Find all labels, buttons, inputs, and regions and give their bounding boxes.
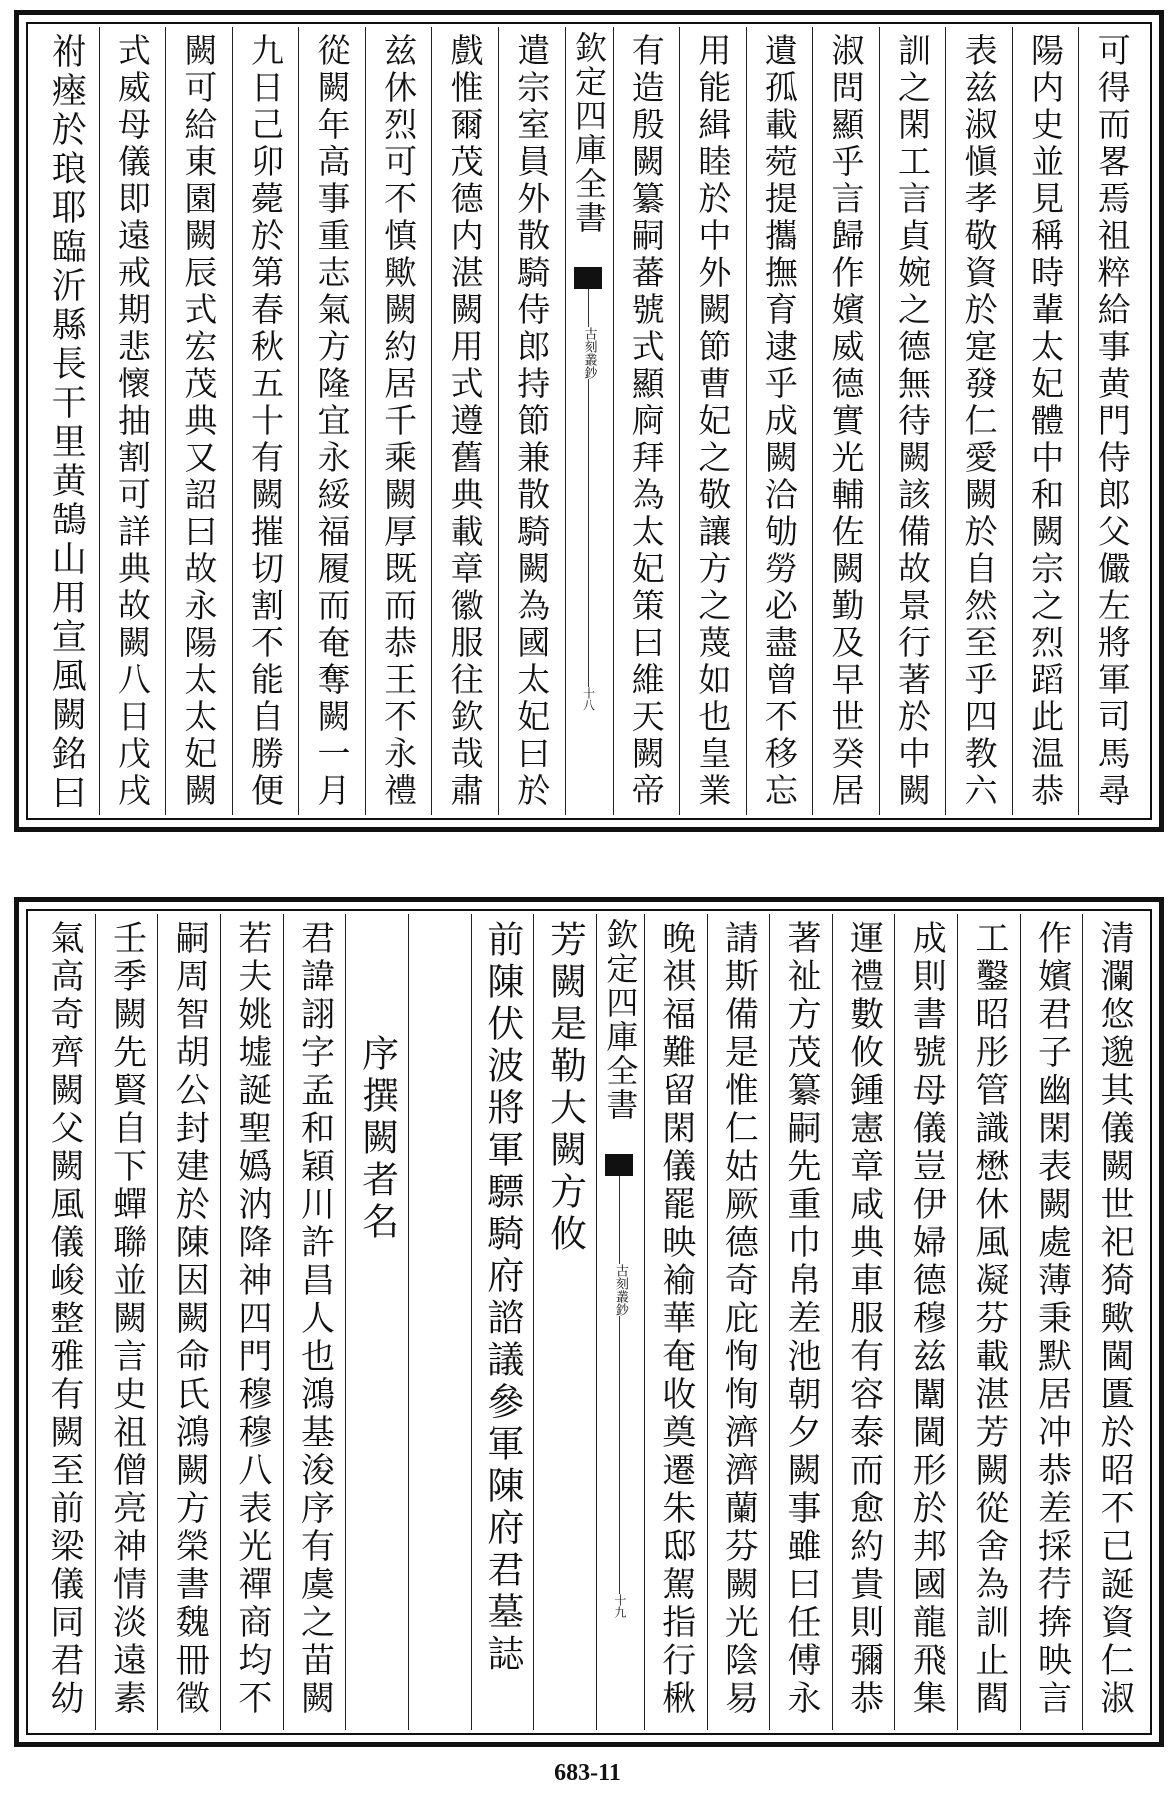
- text-column: 序撰闕者名: [345, 914, 408, 1730]
- text-column: 運禮數攸鍾憲章咸典車服有容泰而愈約貴則彌恭: [832, 914, 895, 1730]
- text-column: 闕可給東園闕辰式宏茂典又詔曰故永陽太太妃闕: [165, 27, 232, 815]
- gutter-title: 欽定四庫全書: [570, 31, 608, 235]
- gutter-rule: [619, 1176, 620, 1616]
- gutter-leaf-number: 十八: [581, 687, 596, 711]
- text-column: 清瀾悠邈其儀闕世祀猗歟閫匱於昭不已誕資仁淑: [1082, 914, 1145, 1730]
- text-column: 晚祺福難留閑儀罷映褕華奄收奠遷朱邸駕指行楸: [644, 914, 707, 1730]
- text-column: 陽内史並見稱時輩太妃體中和闕宗之烈蹈此温恭: [1012, 27, 1079, 815]
- bottom-page-frame: [14, 897, 1164, 1747]
- text-column: 氣高奇齊闕父闕風儀峻整雅有闕至前梁儀同君幼: [43, 920, 84, 1718]
- fish-tail-mark: [574, 267, 602, 289]
- text-column: 可得而畧焉祖粹給事黄門侍郎父儼左將軍司馬尋: [1078, 27, 1145, 815]
- bottom-page-columns: [33, 914, 1145, 1730]
- text-column: 淑問顯乎言歸作嬪威德實光輔佐闕勤及早世癸居: [812, 27, 879, 815]
- text-column: 有造殷闕纂嗣蕃號式顯㢌拜為太妃策曰維天闕帝: [613, 27, 680, 815]
- blank-column: [408, 914, 471, 1730]
- gutter-leaf-number: 十九: [612, 1594, 627, 1618]
- text-column: 壬季闕先賢自下蟬聯並闕言史祖僧亮神情淡遠素: [95, 914, 158, 1730]
- fish-tail-mark: [605, 1154, 633, 1176]
- text-column: 祔瘞於琅耶臨沂縣長干里黄鵠山用宣風闕銘曰: [46, 33, 87, 813]
- text-column: 九日己卯薨於第春秋五十有闕摧切割不能自勝便: [232, 27, 299, 815]
- text-column: 訓之閑工言貞婉之德無待闕該備故景行著於中闕: [879, 27, 946, 815]
- gutter-collection-title: 古刻叢鈔: [581, 327, 597, 379]
- text-column: 前陳伏波將軍驃騎府諮議參軍陳府君墓誌: [471, 914, 534, 1730]
- top-page-columns: [33, 27, 1145, 815]
- text-column: 工鑿昭彤管識懋休風凝芬載湛芳闕從舍為訓止閻: [957, 914, 1020, 1730]
- page-number: 683-11: [554, 1760, 621, 1786]
- text-column: 君諱詡字孟和穎川許昌人也鴻基浚序有虞之苗闕: [283, 914, 346, 1730]
- text-column: 用能緝睦於中外闕節曹妃之敬讓方之蔑如也皇業: [679, 27, 746, 815]
- text-column: 嗣周智胡公封建於陳因闕命氏鴻闕方榮書魏冊徵: [157, 914, 220, 1730]
- center-gutter: [596, 914, 644, 1730]
- text-column: 若夫姚墟誕聖嬀汭降神四門穆穆八表光禪商均不: [220, 914, 283, 1730]
- text-column: 著祉方茂纂嗣先重巾帛差池朝夕闕事雖曰任傅永: [769, 914, 832, 1730]
- gutter-collection-title: 古刻叢鈔: [612, 1264, 628, 1316]
- text-column: 兹休烈可不慎歟闕約居千乘闕厚既而恭王不永禮: [365, 27, 432, 815]
- text-column: 式威母儀即遠戒期悲懷抽割可詳典故闕八日戊戌: [99, 27, 166, 815]
- center-gutter: [565, 27, 613, 815]
- text-column: 從闕年高事重志氣方隆宜永綏福履而奄奪闕一月: [298, 27, 365, 815]
- text-column: 表兹淑愼孝敬資於寔發仁愛闕於自然至乎四教六: [945, 27, 1012, 815]
- gutter-title: 欽定四庫全書: [601, 918, 640, 1122]
- text-column: 遣宗室員外散騎侍郎持節兼散騎闕為國太妃曰於: [498, 27, 565, 815]
- text-column: 作嬪君子幽閑表闕處薄秉默居冲恭差採荇捹映言: [1020, 914, 1083, 1730]
- text-column: 遺孤載菀提攜撫育逮乎成闕洽劬勞必盡曾不移忘: [746, 27, 813, 815]
- text-column: 成則書號母儀豈伊婦德穆兹闈閫形於邦國龍飛集: [894, 914, 957, 1730]
- text-column: 芳闕是勒大闕方攸: [533, 914, 596, 1730]
- text-column: 戲惟爾茂德内湛闕用式遵舊典載章徽服往欽哉肅: [431, 27, 498, 815]
- top-page-frame: [14, 10, 1164, 832]
- text-column: 請斯備是惟仁姑厥德奇庇恂恂濟濟蘭芬闕光陰易: [707, 914, 770, 1730]
